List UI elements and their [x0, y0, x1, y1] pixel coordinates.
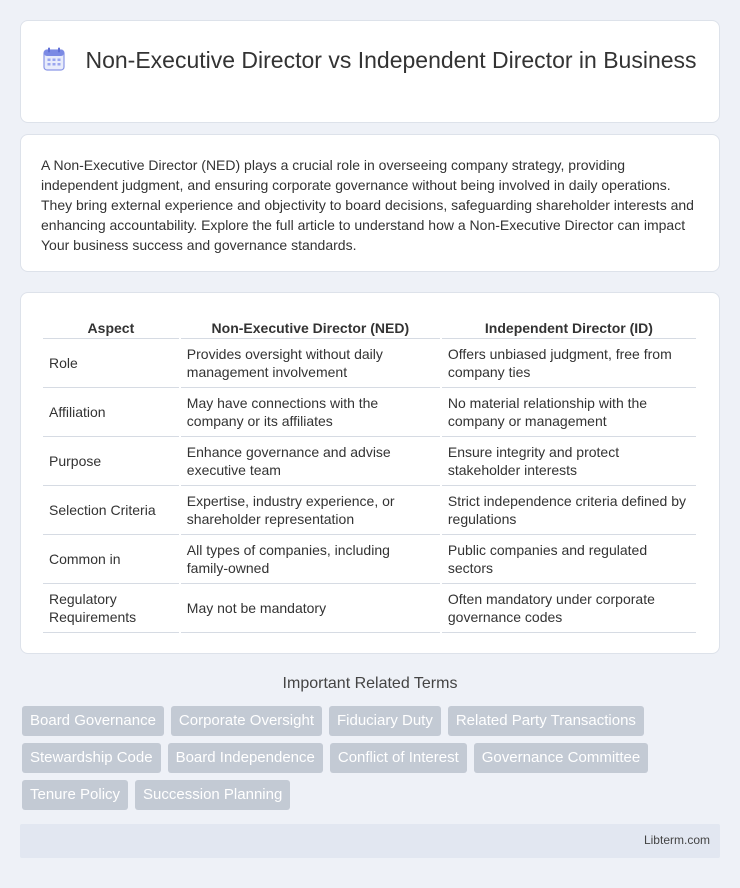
- cell-id: Ensure integrity and protect stakeholder interests: [442, 437, 696, 486]
- cell-id: Strict independence criteria defined by regulations: [442, 486, 696, 535]
- tag-fiduciary-duty[interactable]: Fiduciary Duty: [329, 706, 441, 736]
- tag-corporate-oversight[interactable]: Corporate Oversight: [171, 706, 322, 736]
- cell-ned: Expertise, industry experience, or shareholder representation: [181, 486, 440, 535]
- table-row: [43, 388, 696, 437]
- cell-id: Offers unbiased judgment, free from company ties: [442, 339, 696, 388]
- page-title: Non-Executive Director vs Independent Director in Business: [85, 47, 697, 73]
- header-ned: Non-Executive Director (NED): [181, 317, 440, 339]
- related-terms-list: [22, 706, 702, 817]
- header-aspect: Aspect: [43, 317, 179, 339]
- tag-board-governance[interactable]: Board Governance: [22, 706, 164, 736]
- cell-aspect: Regulatory Requirements: [43, 584, 179, 633]
- comparison-card: [20, 292, 720, 654]
- cell-id: Public companies and regulated sectors: [442, 535, 696, 584]
- tag-succession-planning[interactable]: Succession Planning: [135, 780, 290, 810]
- footer-brand-link[interactable]: Libterm.com: [643, 833, 710, 847]
- header-id: Independent Director (ID): [442, 317, 696, 339]
- tag-related-party-transactions[interactable]: Related Party Transactions: [448, 706, 644, 736]
- table-row: [43, 486, 696, 535]
- table-header-row: [43, 317, 696, 339]
- tag-tenure-policy[interactable]: Tenure Policy: [22, 780, 128, 810]
- page-title-wrap: [21, 46, 719, 75]
- related-terms-heading: Important Related Terms: [282, 675, 458, 692]
- cell-aspect: Role: [43, 339, 179, 388]
- title-card: [20, 20, 720, 123]
- table-row: [43, 584, 696, 633]
- intro-card: [20, 134, 720, 272]
- intro-paragraph: A Non-Executive Director (NED) plays a crucial role in overseeing company strategy, providing independent judgment, and ensuring corporate governance without being involved in daily operations. They bring external experience and objectivity to board decisions, safeguarding shareholder interests and enhancing accountability. Explore the full article to understand how a Non-Executive Director can impact Your business success and governance standards.: [41, 157, 694, 253]
- tag-stewardship-code[interactable]: Stewardship Code: [22, 743, 161, 773]
- cell-aspect: Purpose: [43, 437, 179, 486]
- calendar-icon: [43, 47, 65, 71]
- comparison-table: [41, 317, 698, 633]
- cell-ned: May have connections with the company or its affiliates: [181, 388, 440, 437]
- table-row: [43, 437, 696, 486]
- cell-ned: All types of companies, including family-owned: [181, 535, 440, 584]
- cell-id: No material relationship with the company or management: [442, 388, 696, 437]
- cell-aspect: Affiliation: [43, 388, 179, 437]
- table-row: [43, 535, 696, 584]
- tag-governance-committee[interactable]: Governance Committee: [474, 743, 648, 773]
- cell-aspect: Common in: [43, 535, 179, 584]
- tag-board-independence[interactable]: Board Independence: [168, 743, 323, 773]
- cell-ned: Provides oversight without daily management involvement: [181, 339, 440, 388]
- tag-conflict-of-interest[interactable]: Conflict of Interest: [330, 743, 467, 773]
- cell-ned: May not be mandatory: [181, 584, 440, 633]
- footer: [20, 824, 720, 858]
- cell-aspect: Selection Criteria: [43, 486, 179, 535]
- cell-id: Often mandatory under corporate governance codes: [442, 584, 696, 633]
- table-row: [43, 339, 696, 388]
- cell-ned: Enhance governance and advise executive team: [181, 437, 440, 486]
